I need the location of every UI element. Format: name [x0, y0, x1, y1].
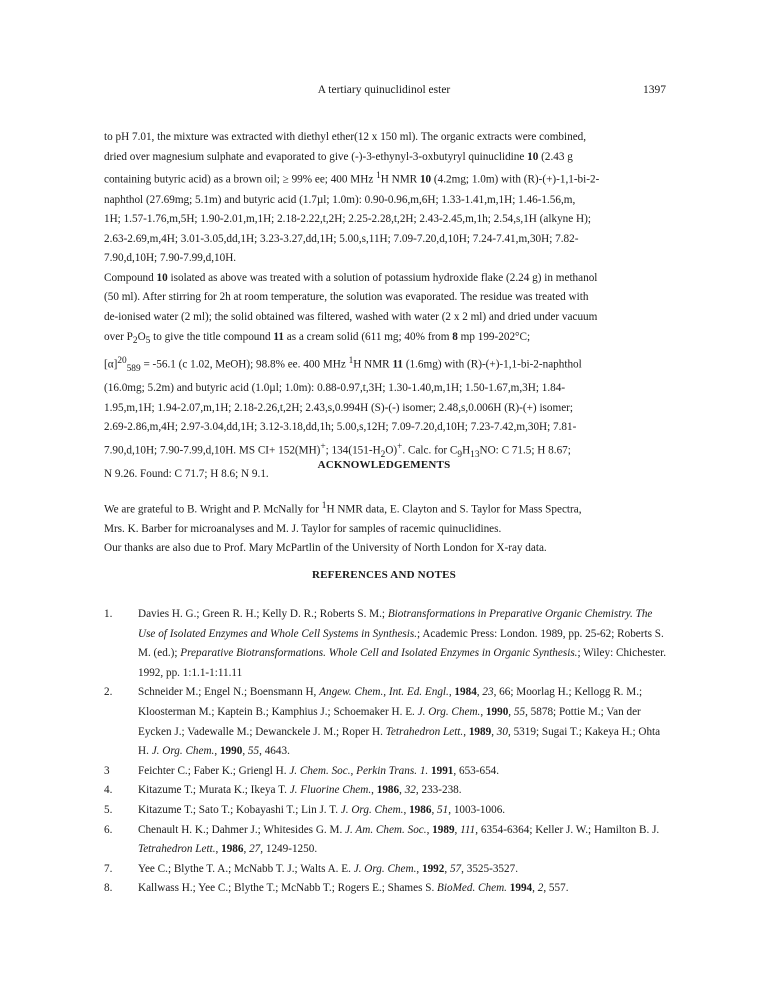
- superscript: +: [320, 441, 326, 452]
- subscript: 13: [470, 449, 480, 460]
- text-line: 7.90,d,10H; 7.90-7.99,d,10H.: [104, 252, 237, 265]
- compound-number: 10: [156, 271, 168, 284]
- text-line: [α]: [104, 358, 118, 371]
- reference-item: [104, 683, 670, 761]
- references-list: [104, 605, 670, 899]
- compound-number: 10: [419, 173, 432, 186]
- reference-item: [104, 781, 670, 801]
- reference-text: Schneider M.; Engel N.; Boensmann H, Angew. Chem., Int. Ed. Engl., 1984, 23, 66; Moorlag H.; Kellogg R. M.; Kloosterman M.; Kaptein B.; Kamphius J.; Schoemaker H. E. J. Org. Chem., 1990, 55, 5878; Pottie M.; Van der Eycken J.; Vadewalle M.; Dewanckele J. M.; Roper H. Tetrahedron Lett., 1989, 30, 5319; Sugai T.; Kakeya H.; Ohta H. J. Org. Chem., 1990, 55, 4643.: [138, 686, 661, 758]
- reference-text: Davies H. G.; Green R. H.; Kelly D. R.; Roberts S. M.; Biotransformations in Preparative Organic Chemistry. The Use of Isolated Enzymes and Whole Cell Systems in Synthesis.; Academic Press: London. 1989, pp. 25-62; Roberts S. M. (ed.); Preparative Biotransformations. Whole Cell and Isolated Enzymes in Organic Synthesis.; Wiley: Chichester. 1992, pp. 1:1.1-1:11.11: [138, 608, 666, 679]
- acknowledgements-text: [104, 497, 670, 558]
- reference-number: 1.: [104, 608, 113, 620]
- text-line: isolated as above was treated with a solution of potassium hydroxide flake (2.24 g) in methanol: [167, 271, 598, 284]
- reference-text: Yee C.; Blythe T. A.; McNabb T. J.; Walts A. E. J. Org. Chem., 1992, 57, 3525-3527.: [138, 862, 518, 875]
- reference-text: Feichter C.; Faber K.; Griengl H. J. Chem. Soc., Perkin Trans. 1. 1991, 653-654.: [138, 764, 500, 777]
- text-line: (16.0mg; 5.2m) and butyric acid (1.0µl; 1.0m): 0.88-0.97,t,3H; 1.30-1.40,m,1H; 1.50-1.67,m,3H; 1.84-: [104, 382, 566, 395]
- text-line: 1.95,m,1H; 1.94-2.07,m,1H; 2.18-2.26,t,2H; 2.43,s,0.994H (S)-(-) isomer; 2.48,s,0.006H (R)-(+) isomer;: [104, 401, 573, 414]
- reference-item: [104, 801, 670, 821]
- paragraph-1: [104, 128, 670, 269]
- compound-number: 11: [392, 358, 404, 371]
- experimental-text: [104, 128, 670, 485]
- acknowledgements-heading: ACKNOWLEDGEMENTS: [317, 459, 451, 471]
- superscript: 1: [376, 171, 381, 182]
- text-line: naphthol (27.69mg; 5.1m) and butyric acid (1.7µl; 1.0m): 0.90-0.96,m,6H; 1.33-1.41,m,1H; 1.46-1.56,m,: [104, 193, 576, 206]
- text-line: NO: C 71.5; H 8.67;: [479, 444, 571, 457]
- text-line: (4.2mg; 1.0m) with (R)-(+)-1,1-bi-2-: [431, 173, 600, 186]
- running-title: A tertiary quinuclidinol ester: [317, 84, 451, 96]
- reference-number: 3: [104, 764, 110, 777]
- text-line: H: [462, 444, 471, 457]
- reference-item: [104, 821, 670, 860]
- running-header: [0, 84, 768, 100]
- reference-text: Kallwass H.; Yee C.; Blythe T.; McNabb T.; Rogers E.; Shames S. BioMed. Chem. 1994, 2, 557.: [138, 882, 569, 895]
- text-line: to give the title compound: [150, 330, 274, 343]
- text-line: containing butyric acid) as a brown oil; ≥ 99% ee; 400 MHz: [104, 173, 377, 186]
- superscript: 20: [117, 355, 127, 366]
- superscript: 1: [321, 501, 327, 511]
- superscript: 1: [348, 355, 354, 366]
- text-line: N 9.26. Found: C 71.7; H 8.6; N 9.1.: [104, 468, 269, 481]
- text-line: 2.63-2.69,m,4H; 3.01-3.05,dd,1H; 3.23-3.27,dd,1H; 5.00,s,11H; 7.09-7.20,d,10H; 7.24-7.41,m,30H; 7.82-: [104, 232, 579, 245]
- subscript: 5: [145, 335, 151, 346]
- text-line: H NMR data, E. Clayton and S. Taylor for Mass Spectra,: [326, 503, 582, 516]
- text-line: de-ionised water (2 ml); the solid obtained was filtered, washed with water (2 x 2 ml) and dried under vacuum: [104, 311, 598, 324]
- subscript: 9: [457, 449, 463, 460]
- text-line: . Calc. for C: [402, 444, 458, 457]
- reference-text: Chenault H. K.; Dahmer J.; Whitesides G. M. J. Am. Chem. Soc., 1989, 111, 6354-6364; Keller J. W.; Hamilton B. J. Tetrahedron Lett., 1986, 27, 1249-1250.: [138, 823, 660, 856]
- reference-text: Kitazume T.; Sato T.; Kobayashi T.; Lin J. T. J. Org. Chem., 1986, 51, 1003-1006.: [138, 803, 506, 816]
- text-line: 7.90,d,10H; 7.90-7.99,d,10H. MS CI+ 152(MH): [104, 444, 321, 457]
- reference-text: Kitazume T.; Murata K.; Ikeya T. J. Fluorine Chem., 1986, 32, 233-238.: [138, 784, 462, 797]
- reference-item: [104, 762, 670, 782]
- text-line: 2.69-2.86,m,4H; 2.97-3.04,dd,1H; 3.12-3.18,dd,1h; 5.00,s,12H; 7.09-7.20,d,10H; 7.23-7.42,m,30H; 7.81-: [104, 421, 577, 434]
- superscript: +: [397, 441, 403, 452]
- compound-number: 10: [527, 150, 539, 163]
- page-number: 1397: [643, 84, 666, 96]
- text-line: (1.6mg) with (R)-(+)-1,1-bi-2-naphthol: [403, 358, 582, 371]
- text-line: H NMR: [380, 173, 420, 186]
- text-line: O): [385, 444, 398, 457]
- reference-item: [104, 860, 670, 880]
- subscript: 2: [380, 449, 386, 460]
- text-line: to pH 7.01, the mixture was extracted with diethyl ether(12 x 150 ml). The organic extracts were combined,: [104, 131, 587, 143]
- paragraph-2: [104, 269, 670, 485]
- text-line: as a cream solid (611 mg; 40% from: [283, 330, 453, 343]
- text-line: ; 134(151-H: [325, 444, 381, 457]
- text-line: Our thanks are also due to Prof. Mary McPartlin of the University of North London for X-ray data.: [104, 541, 547, 554]
- reference-number: 4.: [104, 784, 113, 797]
- text-line: Mrs. K. Barber for microanalyses and M. J. Taylor for samples of racemic quinuclidines.: [104, 522, 502, 535]
- text-line: (50 ml). After stirring for 2h at room temperature, the solution was evaporated. The residue was treated with: [104, 291, 589, 304]
- subscript: 589: [126, 363, 141, 374]
- reference-number: 5.: [104, 803, 113, 816]
- text-line: (2.43 g: [538, 150, 573, 163]
- text-line: over P: [104, 330, 133, 343]
- subscript: 2: [132, 335, 138, 346]
- text-line: dried over magnesium sulphate and evaporated to give (-)-3-ethynyl-3-oxbutyryl quinuclidine: [104, 150, 528, 163]
- reference-number: 7.: [104, 862, 113, 875]
- text-line: = -56.1 (c 1.02, MeOH); 98.8% ee. 400 MHz: [140, 358, 349, 371]
- text-line: mp 199-202°C;: [457, 330, 531, 343]
- references-heading: REFERENCES AND NOTES: [312, 569, 456, 581]
- text-line: We are grateful to B. Wright and P. McNally for: [104, 503, 322, 516]
- compound-number: 11: [273, 330, 284, 343]
- compound-number: 8: [452, 330, 458, 343]
- text-line: 1H; 1.57-1.76,m,5H; 1.90-2.01,m,1H; 2.18-2.22,t,2H; 2.25-2.28,t,2H; 2.43-2.45,m,1h; 2.54,s,1H (alkyne H);: [104, 213, 591, 226]
- reference-number: 6.: [104, 823, 113, 836]
- reference-number: 8.: [104, 882, 113, 895]
- reference-item: [104, 879, 670, 899]
- text-line: H NMR: [353, 358, 393, 371]
- text-line: O: [137, 330, 146, 343]
- text-line: Compound: [104, 271, 157, 284]
- reference-number: 2.: [104, 686, 113, 699]
- reference-item: [104, 605, 670, 683]
